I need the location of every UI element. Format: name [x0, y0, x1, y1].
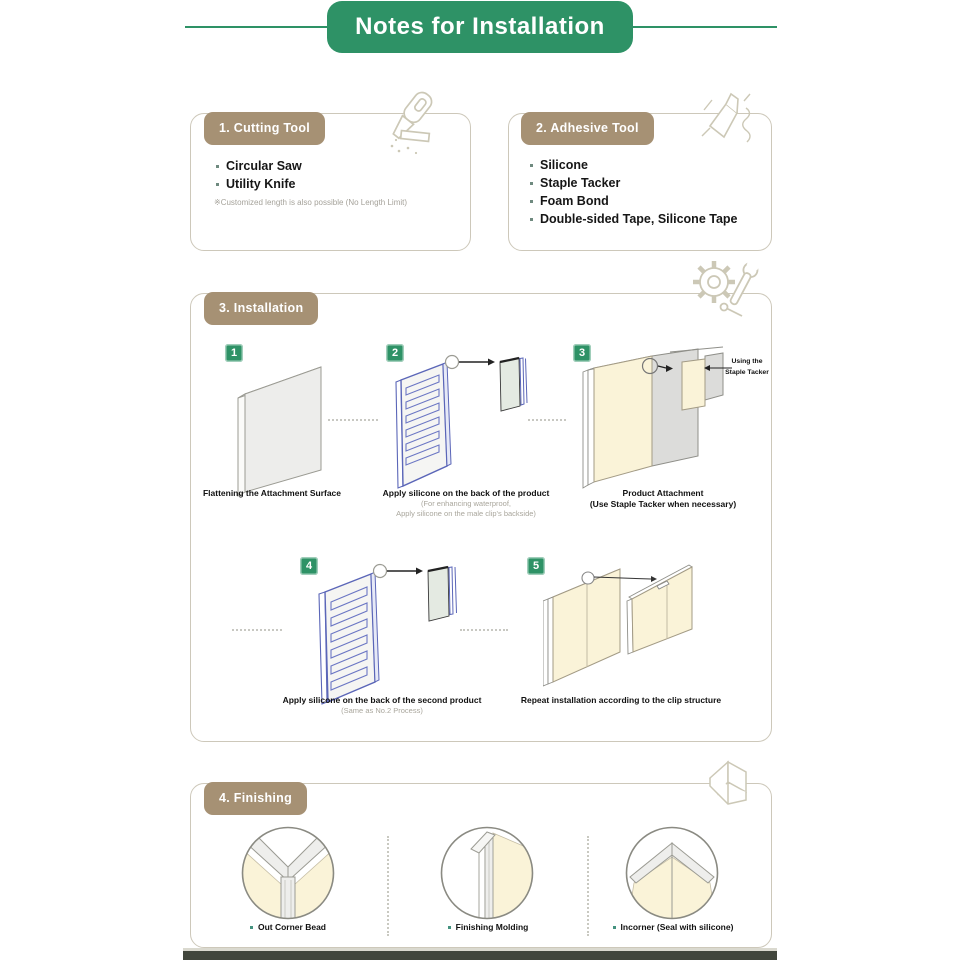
adhesive-item: Staple Tacker: [540, 176, 621, 190]
finishing-circle-incorner: [624, 825, 720, 921]
dotted-separator: [328, 419, 378, 421]
bullet-dot: [530, 182, 533, 185]
step2-silicone-panel-illustration: [372, 350, 528, 492]
step1-caption: Flattening the Attachment Surface: [202, 488, 342, 498]
bullet-dot: [216, 183, 219, 186]
list-item: [530, 156, 738, 174]
annotation-line: Staple Tacker: [725, 368, 769, 376]
dotted-separator: [460, 629, 508, 631]
section-label-adhesive: 2. Adhesive Tool: [521, 112, 654, 145]
finishing-caption: [412, 922, 564, 932]
step4-silicone-panel-illustration: [295, 558, 460, 706]
step-badge-2: 2: [386, 344, 404, 362]
caption-line: Product Attachment: [622, 488, 704, 498]
footer-bar: [183, 951, 777, 960]
adhesive-item: Silicone: [540, 158, 588, 172]
finishing-circle-out-corner: [240, 825, 336, 921]
page-title: Notes for Installation: [327, 1, 633, 53]
dotted-separator: [528, 419, 566, 421]
step-badge-1: 1: [225, 344, 243, 362]
bullet-dot: [216, 165, 219, 168]
section-label-cutting: 1. Cutting Tool: [204, 112, 325, 145]
silicone-tube-icon: [698, 88, 768, 156]
finishing-item: Out Corner Bead: [257, 922, 326, 932]
vertical-separator: [387, 836, 389, 936]
bullet-dot: [613, 926, 616, 929]
caption-line: Apply silicone on the back of the product: [382, 488, 550, 498]
finishing-caption: [582, 922, 764, 932]
step3-caption: [553, 488, 773, 510]
finishing-circle-molding: [439, 825, 535, 921]
step5-caption: Repeat installation according to the clip structure: [520, 695, 722, 705]
corner-molding-icon: [700, 756, 760, 818]
bullet-dot: [530, 200, 533, 203]
caption-subline: (For enhancing waterproof,: [420, 499, 512, 508]
utility-knife-icon: [372, 90, 444, 158]
cutting-item: Circular Saw: [226, 159, 302, 173]
finishing-caption: [212, 922, 364, 932]
list-item: [530, 210, 738, 228]
header-line-left: [185, 26, 327, 28]
bullet-dot: [530, 218, 533, 221]
adhesive-item: Double-sided Tape, Silicone Tape: [540, 212, 738, 226]
vertical-separator: [587, 836, 589, 936]
annotation-line: Using the: [731, 358, 763, 365]
caption-subline: (Same as No.2 Process): [341, 706, 423, 715]
adhesive-item: Foam Bond: [540, 194, 609, 208]
step3-annotation: [722, 357, 772, 378]
step5-repeat-illustration: [543, 563, 748, 690]
caption-line: Apply silicone on the back of the second product: [282, 695, 482, 705]
step1-panel-illustration: [230, 352, 330, 498]
list-item: [530, 192, 738, 210]
bullet-dot: [250, 926, 253, 929]
step-badge-5: 5: [527, 557, 545, 575]
step-badge-3: 3: [573, 344, 591, 362]
step-badge-4: 4: [300, 557, 318, 575]
step2-caption: [356, 488, 576, 518]
dotted-separator: [232, 629, 282, 631]
finishing-item: Finishing Molding: [455, 922, 529, 932]
gear-wrench-icon: [686, 256, 762, 322]
section-label-installation: 3. Installation: [204, 292, 318, 325]
bullet-dot: [530, 164, 533, 167]
list-item: [216, 157, 302, 175]
cutting-note: ※Customized length is also possible (No Length Limit): [214, 198, 408, 207]
finishing-item: Incorner (Seal with silicone): [620, 922, 734, 932]
step4-caption: [258, 695, 506, 716]
section-label-finishing: 4. Finishing: [204, 782, 307, 815]
caption-subline: Apply silicone on the male clip's backside): [396, 508, 536, 518]
list-item: [530, 174, 738, 192]
caption-line: (Use Staple Tacker when necessary): [589, 499, 737, 509]
bullet-dot: [448, 926, 451, 929]
header-line-right: [633, 26, 777, 28]
list-item: [216, 175, 302, 193]
cutting-item: Utility Knife: [226, 177, 296, 191]
